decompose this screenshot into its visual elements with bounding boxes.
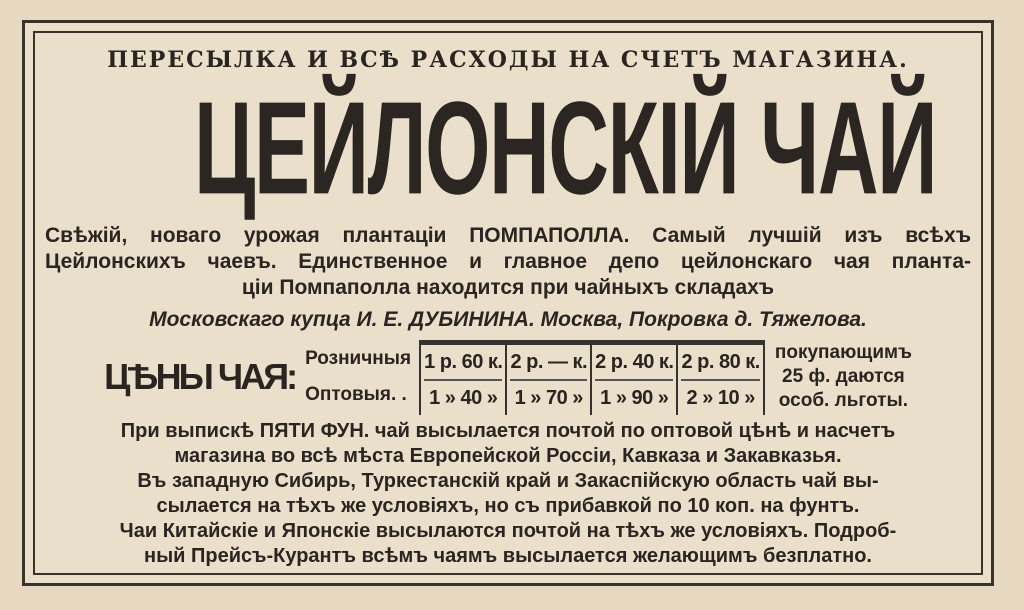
advertisement-frame bbox=[22, 20, 994, 586]
terms-line: магазина во всѣ мѣста Европейской Россіи, Кавказа и Закавказья. bbox=[174, 445, 842, 467]
terms-line: ный Прейсъ-Курантъ всѣмъ чаямъ высылается желающимъ безплатно. bbox=[144, 545, 872, 567]
price-column bbox=[592, 345, 678, 415]
price-column bbox=[507, 345, 592, 415]
retail-label: Розничныя bbox=[305, 348, 412, 369]
price-column bbox=[678, 345, 762, 415]
intro-text bbox=[45, 223, 971, 333]
terms-line: Чаи Китайскіе и Японскіе высылаются почтой на тѣхъ же условіяхъ. Подроб- bbox=[119, 520, 897, 542]
intro-line: ціи Помпаполла находится при чайныхъ складахъ bbox=[241, 276, 775, 299]
shipping-header: ПЕРЕСЫЛКА И ВСѢ РАСХОДЫ НА СЧЕТЪ МАГАЗИНА. bbox=[107, 47, 909, 73]
bulk-discount-note bbox=[775, 341, 912, 413]
intro-line: Свѣжій, новаго урожая плантаціи ПОМПАПОЛЛА. Самый лучшій изъ всѣхъ bbox=[45, 224, 971, 247]
price-column bbox=[421, 345, 507, 415]
ad-title: ЦЕЙЛОНСКІЙ ЧАЙ bbox=[194, 74, 937, 222]
retail-price: 2 р. 80 к. bbox=[681, 345, 759, 381]
advertisement-inner-border bbox=[33, 31, 983, 575]
retail-price: 2 р. — к. bbox=[510, 345, 587, 381]
terms-line: Въ западную Сибирь, Туркестанскій край и Закаспійскую область чай вы- bbox=[137, 470, 879, 492]
price-table bbox=[419, 340, 765, 415]
retail-price: 2 р. 40 к. bbox=[595, 345, 673, 381]
terms-line: При выпискѣ ПЯТИ ФУН. чай высылается почтой по оптовой цѣнѣ и насчетъ bbox=[120, 420, 896, 442]
prices-label: ЦѢНЫ ЧАЯ: bbox=[104, 356, 296, 397]
note-line: особ. льготы. bbox=[778, 390, 908, 411]
wholesale-price: 1 » 90 » bbox=[600, 386, 669, 409]
wholesale-label: Оптовыя. . bbox=[305, 384, 407, 405]
intro-line: Цейлонскихъ чаевъ. Единственное и главное депо цейлонскаго чая планта- bbox=[45, 250, 971, 273]
wholesale-price: 2 » 10 » bbox=[686, 386, 755, 409]
retail-price: 1 р. 60 к. bbox=[424, 345, 502, 381]
ad-title-container bbox=[35, 74, 981, 222]
wholesale-price: 1 » 40 » bbox=[429, 386, 498, 409]
terms-text bbox=[45, 419, 971, 569]
price-section bbox=[41, 339, 975, 415]
terms-line: сылается на тѣхъ же условіяхъ, но съ прибавкой по 10 коп. на фунтъ. bbox=[156, 495, 860, 517]
merchant-line: Московскаго купца И. Е. ДУБИНИНА. Москва, Покровка д. Тяжелова. bbox=[149, 308, 867, 331]
note-line: 25 ф. даются bbox=[782, 366, 905, 387]
note-line: покупающимъ bbox=[774, 342, 912, 363]
price-kinds bbox=[305, 341, 411, 413]
wholesale-price: 1 » 70 » bbox=[514, 386, 583, 409]
